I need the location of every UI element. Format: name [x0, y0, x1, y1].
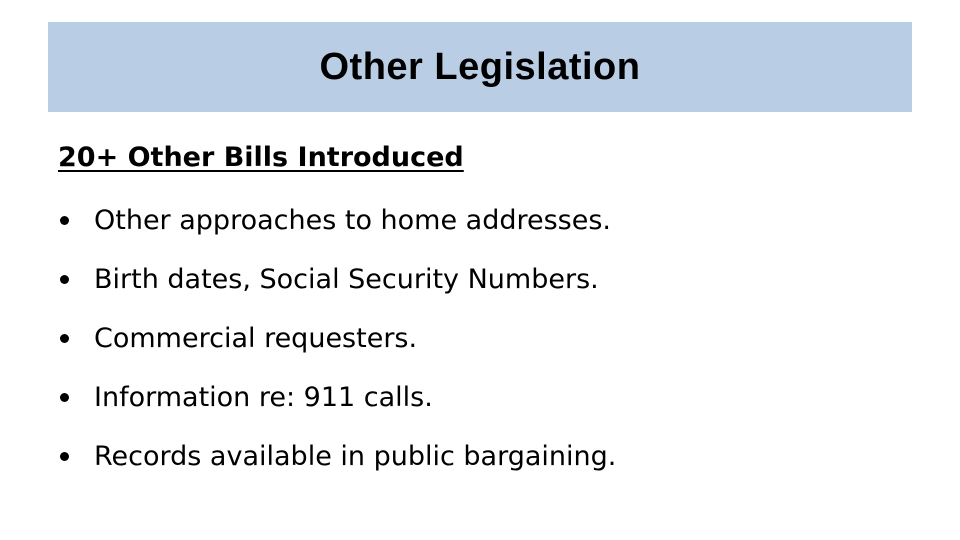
bullet-item: [58, 191, 908, 250]
slide-title: Other Legislation: [319, 45, 641, 88]
bullet-text: Records available in public bargaining.: [94, 441, 617, 472]
bullet-text: Information re: 911 calls.: [94, 382, 433, 413]
bullet-item: [58, 309, 908, 368]
bullet-list: [58, 191, 908, 486]
bullet-dot-icon: [60, 393, 69, 402]
subheading: 20+ Other Bills Introduced: [58, 142, 464, 173]
bullet-item: [58, 250, 908, 309]
bullet-dot-icon: [60, 275, 69, 284]
bullet-text: Birth dates, Social Security Numbers.: [94, 264, 599, 295]
bullet-dot-icon: [60, 334, 69, 343]
bullet-dot-icon: [60, 216, 69, 225]
slide-content: [58, 136, 908, 486]
bullet-item: [58, 427, 908, 486]
title-bar: [48, 22, 912, 112]
bullet-text: Other approaches to home addresses.: [94, 205, 612, 236]
bullet-item: [58, 368, 908, 427]
bullet-text: Commercial requesters.: [94, 323, 418, 354]
bullet-dot-icon: [60, 452, 69, 461]
